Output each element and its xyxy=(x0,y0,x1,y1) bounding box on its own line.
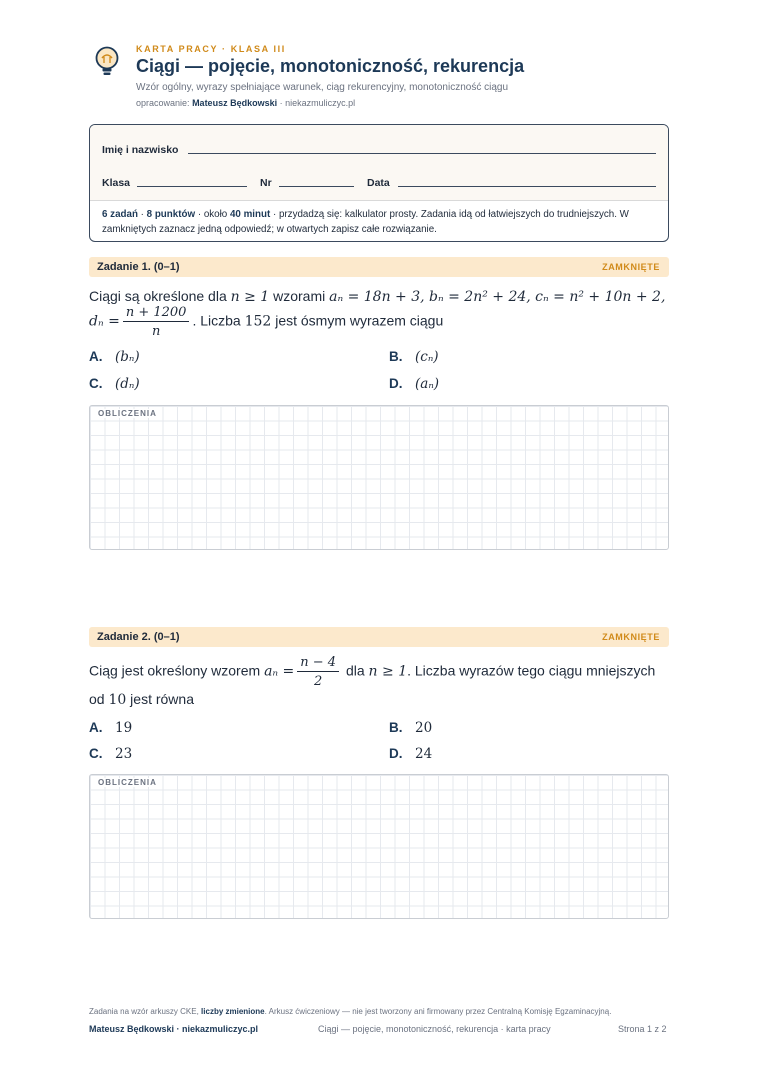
answer-value: 24 xyxy=(415,746,433,762)
answer-value: 23 xyxy=(115,746,133,762)
footer-note-suffix: . Arkusz ćwiczeniowy — nie jest tworzony ani firmowany przez Centralną Komisję Egzaminacyjną. xyxy=(264,1007,612,1016)
fraction-denominator: 2 xyxy=(314,674,323,689)
answer-label: B. xyxy=(389,349,403,364)
task-2-type: ZAMKNIĘTE xyxy=(602,632,660,642)
fraction-denominator: n xyxy=(151,324,161,339)
point-count: 8 punktów xyxy=(146,209,196,220)
stem-number: 10 xyxy=(108,692,127,708)
worksheet-kicker: KARTA PRACY · KLASA III xyxy=(136,44,286,54)
stem-text: Ciągi są określone dla xyxy=(89,288,231,304)
stem-fraction xyxy=(297,655,339,689)
task-1-answer-d[interactable] xyxy=(389,376,439,392)
footer-note-bold: liczby zmienione xyxy=(201,1007,265,1016)
answer-value: (dₙ) xyxy=(115,376,140,392)
class-field[interactable] xyxy=(137,186,247,187)
task-2-header xyxy=(89,627,669,647)
stem-text: wzorami xyxy=(269,288,330,304)
answer-label: D. xyxy=(389,376,403,391)
author-name: Mateusz Będkowski xyxy=(192,98,278,108)
task-count: 6 zadań xyxy=(102,209,138,220)
fraction-numerator: n + 1200 xyxy=(123,305,190,322)
stem-math: aₙ = xyxy=(264,663,295,680)
answer-label: B. xyxy=(389,720,403,735)
task-2-stem-line-1 xyxy=(89,655,669,689)
stem-text: jest ósmym wyrazem ciągu xyxy=(271,312,444,329)
answer-label: A. xyxy=(89,720,103,735)
answer-value: (bₙ) xyxy=(115,349,140,365)
student-info-box xyxy=(89,124,669,242)
stem-math: n ≥ 1 xyxy=(230,289,270,305)
footer-doc-name: Ciągi — pojęcie, monotoniczność, rekurencja · karta pracy xyxy=(318,1024,551,1034)
name-field[interactable] xyxy=(188,153,656,154)
answer-value: 19 xyxy=(115,720,133,736)
task-2-answer-a[interactable] xyxy=(89,720,132,736)
stem-fraction xyxy=(123,305,190,339)
class-label: Klasa xyxy=(102,177,131,189)
stem-math: n ≥ 1 xyxy=(368,663,408,680)
footer-note-prefix: Zadania na wzór arkuszy CKE, xyxy=(89,1007,202,1016)
task-2-title: Zadanie 2. (0–1) xyxy=(97,631,180,643)
calc-label: OBLICZENIA xyxy=(98,778,157,787)
stem-number: 152 xyxy=(244,313,272,330)
answer-value: (cₙ) xyxy=(415,349,439,365)
name-label: Imię i nazwisko xyxy=(102,144,179,156)
date-field[interactable] xyxy=(398,186,656,187)
task-1-title: Zadanie 1. (0–1) xyxy=(97,261,180,273)
calc-label: OBLICZENIA xyxy=(98,409,157,418)
page-number: Strona 1 z 2 xyxy=(618,1024,667,1034)
nr-field[interactable] xyxy=(279,186,354,187)
stem-text: Ciąg jest określony wzorem xyxy=(89,662,265,679)
task-1-answer-b[interactable] xyxy=(389,349,439,365)
student-fields xyxy=(90,125,668,201)
stem-math: aₙ = 18n + 3, bₙ = 2n² + 24, cₙ = n² + 10n + 2, xyxy=(329,289,666,305)
task-2-answer-d[interactable] xyxy=(389,746,432,762)
nr-label: Nr xyxy=(260,177,272,189)
stem-text: od xyxy=(89,691,109,707)
answer-label: C. xyxy=(89,746,103,761)
info-instructions: · przydadzą się: kalkulator prosty. Zadania idą od łatwiejszych do trudniejszych. W zamkniętych zaznacz jedną odpowiedź; w otwartych zapisz całe rozwiązanie. xyxy=(102,209,629,235)
stem-math: dₙ = xyxy=(89,313,120,330)
info-separator: · xyxy=(137,209,147,220)
lightbulb-icon xyxy=(92,45,122,77)
page-title: Ciągi — pojęcie, monotoniczność, rekurencja xyxy=(136,56,525,76)
footer-author: Mateusz Będkowski · niekazmuliczyc.pl xyxy=(89,1024,259,1034)
answer-label: D. xyxy=(389,746,403,761)
date-label: Data xyxy=(367,177,390,189)
time-limit: 40 minut xyxy=(229,209,271,220)
task-1-answer-a[interactable] xyxy=(89,349,140,365)
answer-label: A. xyxy=(89,349,103,364)
answer-value: (aₙ) xyxy=(415,376,440,392)
page-header xyxy=(90,40,670,112)
page-subtitle: Wzór ogólny, wyrazy spełniające warunek, ciąg rekurencyjny, monotoniczność ciągu xyxy=(136,82,509,93)
fraction-numerator: n − 4 xyxy=(297,655,339,672)
task-1-calc-area[interactable] xyxy=(89,405,669,550)
task-2-calc-area[interactable] xyxy=(89,774,669,919)
answer-label: C. xyxy=(89,376,103,391)
answer-value: 20 xyxy=(415,720,433,736)
stem-text: . Liczba wyrazów tego ciągu mniejszych xyxy=(407,662,656,679)
footer-note xyxy=(89,1007,611,1016)
task-1-header xyxy=(89,257,669,277)
info-about: · około xyxy=(195,209,230,220)
task-2-answer-c[interactable] xyxy=(89,746,132,762)
task-2-stem-line-2 xyxy=(89,691,669,708)
stem-text: . Liczba xyxy=(192,312,245,329)
stem-text: jest równa xyxy=(126,691,194,707)
task-1-type: ZAMKNIĘTE xyxy=(602,262,660,272)
task-1-answer-c[interactable] xyxy=(89,376,140,392)
credits-suffix: · niekazmuliczyc.pl xyxy=(279,98,356,108)
worksheet-info xyxy=(102,208,652,237)
task-1-stem-line-2 xyxy=(89,305,669,339)
credits xyxy=(136,98,355,108)
credits-prefix: opracowanie: xyxy=(136,98,190,108)
task-1-stem-line-1 xyxy=(89,288,669,305)
stem-text: dla xyxy=(342,662,369,679)
task-2-answer-b[interactable] xyxy=(389,720,432,736)
